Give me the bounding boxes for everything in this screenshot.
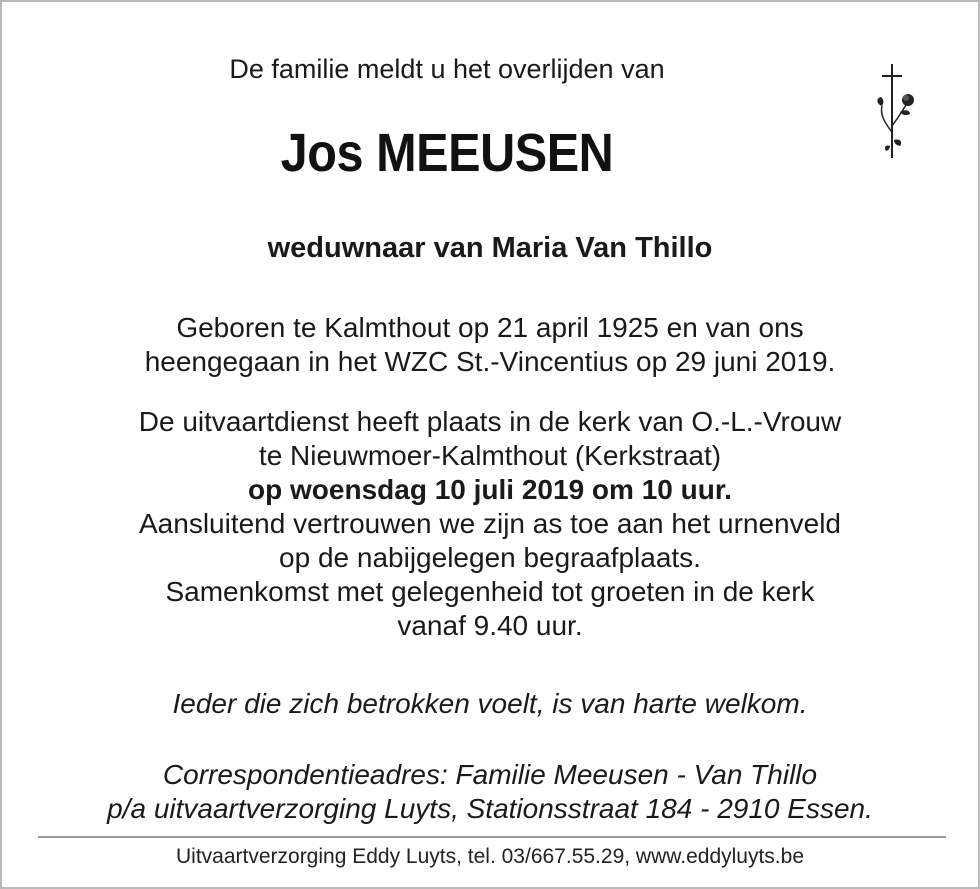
birth-line: Geboren te Kalmthout op 21 april 1925 en van ons (176, 312, 804, 343)
birth-paragraph (2, 311, 978, 379)
footer-text: Uitvaartverzorging Eddy Luyts, tel. 03/667.55.29, www.eddyluyts.be (175, 845, 804, 868)
intro-text: De familie meldt u het overlijden van (229, 54, 665, 84)
correspondence-block (2, 758, 978, 826)
service-line: Samenkomst met gelegenheid tot groeten in de kerk (165, 576, 815, 607)
cross-with-rose-icon (872, 62, 922, 162)
service-line: te Nieuwmoer-Kalmthout (Kerkstraat) (258, 440, 722, 471)
deceased-name: Jos MEEUSEN (280, 123, 614, 183)
widower-line: weduwnaar van Maria Van Thillo (267, 232, 713, 264)
service-line: De uitvaartdienst heeft plaats in de kerk van O.-L.-Vrouw (138, 406, 842, 437)
correspondence-line: Correspondentieadres: Familie Meeusen - Van Thillo (162, 759, 818, 790)
footer-divider (38, 836, 946, 838)
welcome-text: Ieder die zich betrokken voelt, is van harte welkom. (172, 688, 808, 719)
service-line: vanaf 9.40 uur. (397, 610, 583, 641)
correspondence-line: p/a uitvaartverzorging Luyts, Stationsstraat 184 - 2910 Essen. (107, 793, 873, 824)
service-line: Aansluitend vertrouwen we zijn as toe aan het urnenveld (139, 508, 841, 539)
service-line: op de nabijgelegen begraafplaats. (279, 542, 701, 573)
service-date: op woensdag 10 juli 2019 om 10 uur. (248, 474, 732, 505)
service-paragraph (2, 405, 978, 643)
birth-line: heengegaan in het WZC St.-Vincentius op 29 juni 2019. (144, 346, 836, 377)
